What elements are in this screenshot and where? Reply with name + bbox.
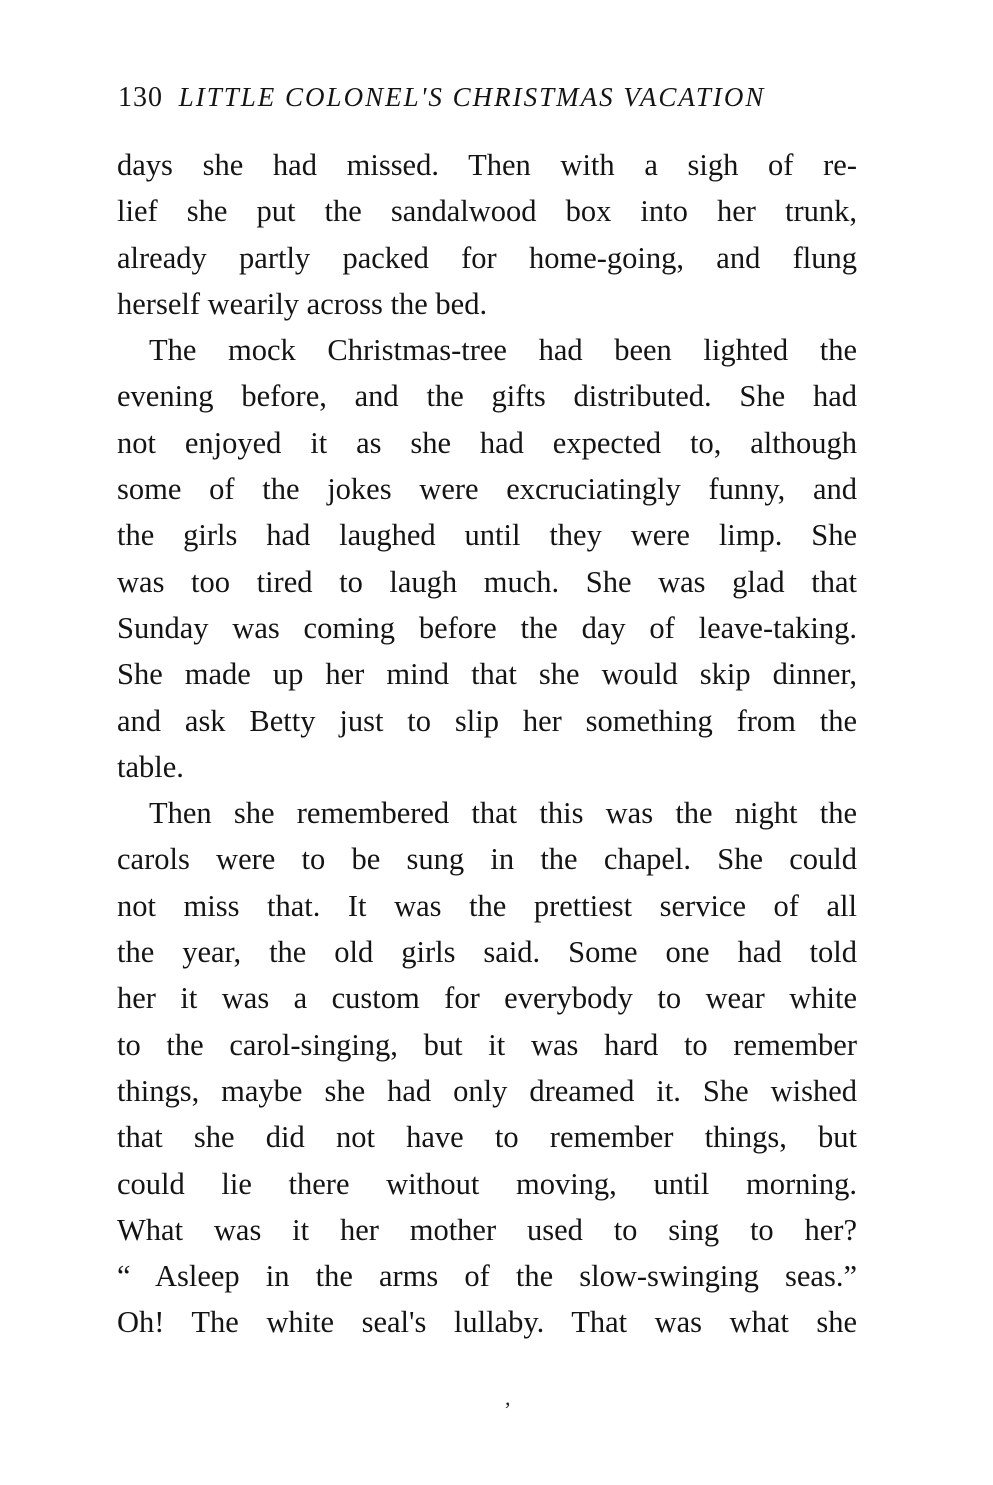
text-line: not miss that. It was the prettiest service of all bbox=[117, 888, 857, 923]
text-line: “ Asleep in the arms of the slow-swinging seas.” bbox=[117, 1259, 857, 1294]
text-line: Sunday was coming before the day of leave-taking. bbox=[117, 610, 857, 645]
footer-mark: , bbox=[505, 1385, 511, 1410]
text-line: herself wearily across the bed. bbox=[117, 286, 488, 321]
text-line: What was it her mother used to sing to her? bbox=[117, 1212, 857, 1247]
text-line: evening before, and the gifts distributed. She had bbox=[117, 379, 857, 414]
text-line: Then she remembered that this was the night the bbox=[149, 796, 857, 831]
text-line: The mock Christmas-tree had been lighted the bbox=[149, 333, 857, 368]
text-line: carols were to be sung in the chapel. She could bbox=[117, 842, 857, 877]
text-line: and ask Betty just to slip her something from the bbox=[117, 703, 857, 738]
text-line: table. bbox=[117, 749, 184, 784]
text-line: was too tired to laugh much. She was glad that bbox=[117, 564, 857, 599]
body-text bbox=[117, 142, 857, 1346]
text-line: could lie there without moving, until morning. bbox=[117, 1166, 857, 1201]
text-line: already partly packed for home-going, and flung bbox=[117, 240, 857, 275]
text-line: Oh! The white seal's lullaby. That was what she bbox=[117, 1305, 857, 1340]
text-line: lief she put the sandalwood box into her trunk, bbox=[117, 194, 857, 229]
text-line: things, maybe she had only dreamed it. She wished bbox=[117, 1073, 857, 1108]
text-line: the year, the old girls said. Some one had told bbox=[117, 935, 857, 970]
text-line: some of the jokes were excruciatingly funny, and bbox=[117, 472, 857, 507]
text-line: that she did not have to remember things, but bbox=[117, 1120, 857, 1155]
text-line: She made up her mind that she would skip dinner, bbox=[117, 657, 857, 692]
running-header bbox=[118, 82, 765, 114]
running-title: LITTLE COLONEL'S CHRISTMAS VACATION bbox=[178, 82, 766, 112]
text-line: days she had missed. Then with a sigh of re- bbox=[117, 148, 857, 182]
text-line: to the carol-singing, but it was hard to remember bbox=[117, 1027, 857, 1062]
text-line: her it was a custom for everybody to wear white bbox=[117, 981, 857, 1016]
page-number: 130 bbox=[118, 82, 163, 113]
text-line: the girls had laughed until they were limp. She bbox=[117, 518, 857, 553]
text-line: not enjoyed it as she had expected to, although bbox=[117, 425, 857, 460]
